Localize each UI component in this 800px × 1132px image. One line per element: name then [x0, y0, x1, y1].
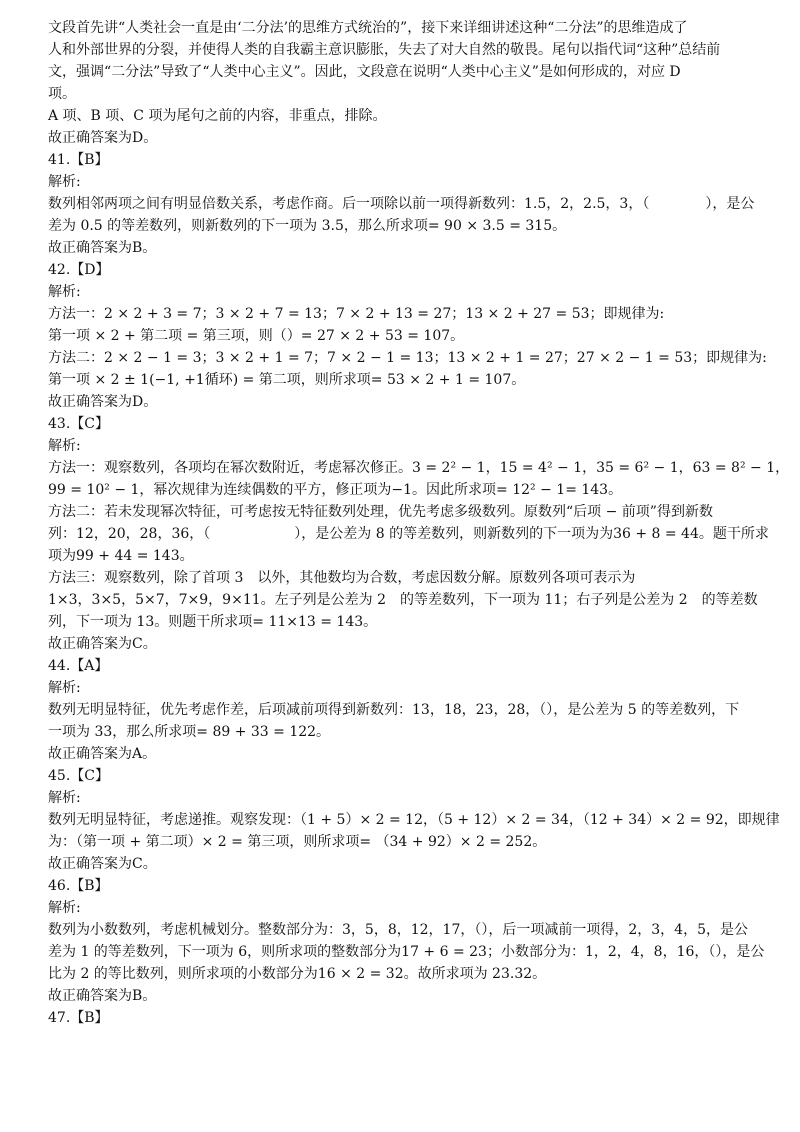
text-line: 差为 0.5 的等差数列，则新数列的下一项为 3.5，那么所求项= 90 × 3.5 = 315。: [48, 218, 567, 234]
text-line: 数列相邻两项之间有明显倍数关系，考虑作商。后一项除以前一项得新数列：1.5，2，2.5，3，（ ），是公: [48, 196, 755, 212]
question-number: 41.【B】: [48, 152, 109, 168]
text-line: 列：12，20，28，36，（ ），是公差为 8 的等差数列，则新数列的下一项为为36 + 8 = 44。题干所求: [48, 526, 769, 542]
text-line: 一项为 33，那么所求项= 89 + 33 = 122。: [48, 724, 331, 740]
text-line: 方法一：观察数列，各项均在幂次数附近，考虑幂次修正。3 = 2² − 1，15 = 4² − 1，35 = 6² − 1，63 = 8² − 1，: [48, 460, 790, 476]
answer-line: 故正确答案为C。: [48, 636, 157, 652]
question-number: 47.【B】: [48, 1010, 109, 1026]
analysis-label: 解析:: [48, 438, 81, 454]
answer-line: 故正确答案为D。: [48, 130, 158, 146]
answer-line: 故正确答案为A。: [48, 746, 157, 762]
text-line: 方法三：观察数列，除了首项 3 以外，其他数均为合数，考虑因数分解。原数列各项可表示为: [48, 570, 636, 586]
answer-line: 故正确答案为B。: [48, 240, 157, 256]
analysis-label: 解析:: [48, 790, 81, 806]
text-line: 方法一：2 × 2 + 3 = 7；3 × 2 + 7 = 13；7 × 2 + 13 = 27；13 × 2 + 27 = 53；即规律为:: [48, 306, 665, 322]
text-line: 方法二：2 × 2 − 1 = 3；3 × 2 + 1 = 7；7 × 2 − 1 = 13；13 × 2 + 1 = 27；27 × 2 − 1 = 53；即规律为:: [48, 350, 767, 366]
text-line: 数列无明显特征，考虑递推。观察发现：（1 + 5）× 2 = 12，（5 + 12）× 2 = 34，（12 + 34）× 2 = 92，即规律: [48, 812, 780, 828]
text-line: 1×3，3×5，5×7，7×9，9×11。左子列是公差为 2 的等差数列，下一项为 11；右子列是公差为 2 的等差数: [48, 592, 758, 608]
text-line: 项为99 + 44 = 143。: [48, 548, 194, 564]
answer-line: 故正确答案为C。: [48, 856, 157, 872]
question-number: 46.【B】: [48, 878, 109, 894]
question-number: 42.【D】: [48, 262, 110, 278]
text-line: 列，下一项为 13。则题干所求项= 11×13 = 143。: [48, 614, 378, 630]
question-number: 44.【A】: [48, 658, 109, 674]
text-line: 差为 1 的等差数列，下一项为 6，则所求项的整数部分为17 + 6 = 23；小数部分为：1，2，4，8，16，（），是公: [48, 944, 765, 960]
text-line: 第一项 × 2 ± 1(−1, +1循环) = 第二项，则所求项= 53 × 2 + 1 = 107。: [48, 372, 526, 388]
text-line: 为：（第一项 + 第二项）× 2 = 第三项，则所求项= （34 + 92）× 2 = 252。: [48, 834, 547, 850]
text-line: 方法二：若未发现幂次特征，可考虑按无特征数列处理，优先考虑多级数列。原数列“后项 − 前项”得到新数: [48, 504, 713, 520]
text-line: 数列为小数数列，考虑机械划分。整数部分为：3，5，8，12，17，（），后一项减前一项得，2，3，4，5，是公: [48, 922, 748, 938]
analysis-label: 解析:: [48, 900, 81, 916]
question-number: 43.【C】: [48, 416, 109, 432]
text-line: 数列无明显特征，优先考虑作差，后项减前项得到新数列：13，18，23，28，（），是公差为 5 的等差数列，下: [48, 702, 740, 718]
question-number: 45.【C】: [48, 768, 109, 784]
text-line: 99 = 10² − 1，幂次规律为连续偶数的平方，修正项为−1。因此所求项= 12² − 1= 143。: [48, 482, 623, 498]
text-line: 项。: [48, 86, 76, 102]
text-line: 比为 2 的等比数列，则所求项的小数部分为16 × 2 = 32。故所求项为 23.32。: [48, 966, 547, 982]
answer-line: 故正确答案为D。: [48, 394, 158, 410]
text-line: 第一项 × 2 + 第二项 = 第三项，则（）= 27 × 2 + 53 = 107。: [48, 328, 465, 344]
analysis-label: 解析:: [48, 284, 81, 300]
text-line: A 项、B 项、C 项为尾句之前的内容，非重点，排除。: [48, 108, 387, 124]
text-line: 人和外部世界的分裂，并使得人类的自我霸主意识膨胀，失去了对大自然的敬畏。尾句以指代词“这种”总结前: [48, 42, 721, 58]
analysis-label: 解析:: [48, 174, 81, 190]
text-line: 文段首先讲“人类社会一直是由‘二分法’的思维方式统治的”，接下来详细讲述这种“二分法”的思维造成了: [48, 20, 688, 36]
text-line: 文，强调“二分法”导致了“人类中心主义”。因此，文段意在说明“人类中心主义”是如何形成的，对应 D: [48, 64, 681, 80]
analysis-label: 解析:: [48, 680, 81, 696]
answer-line: 故正确答案为B。: [48, 988, 157, 1004]
